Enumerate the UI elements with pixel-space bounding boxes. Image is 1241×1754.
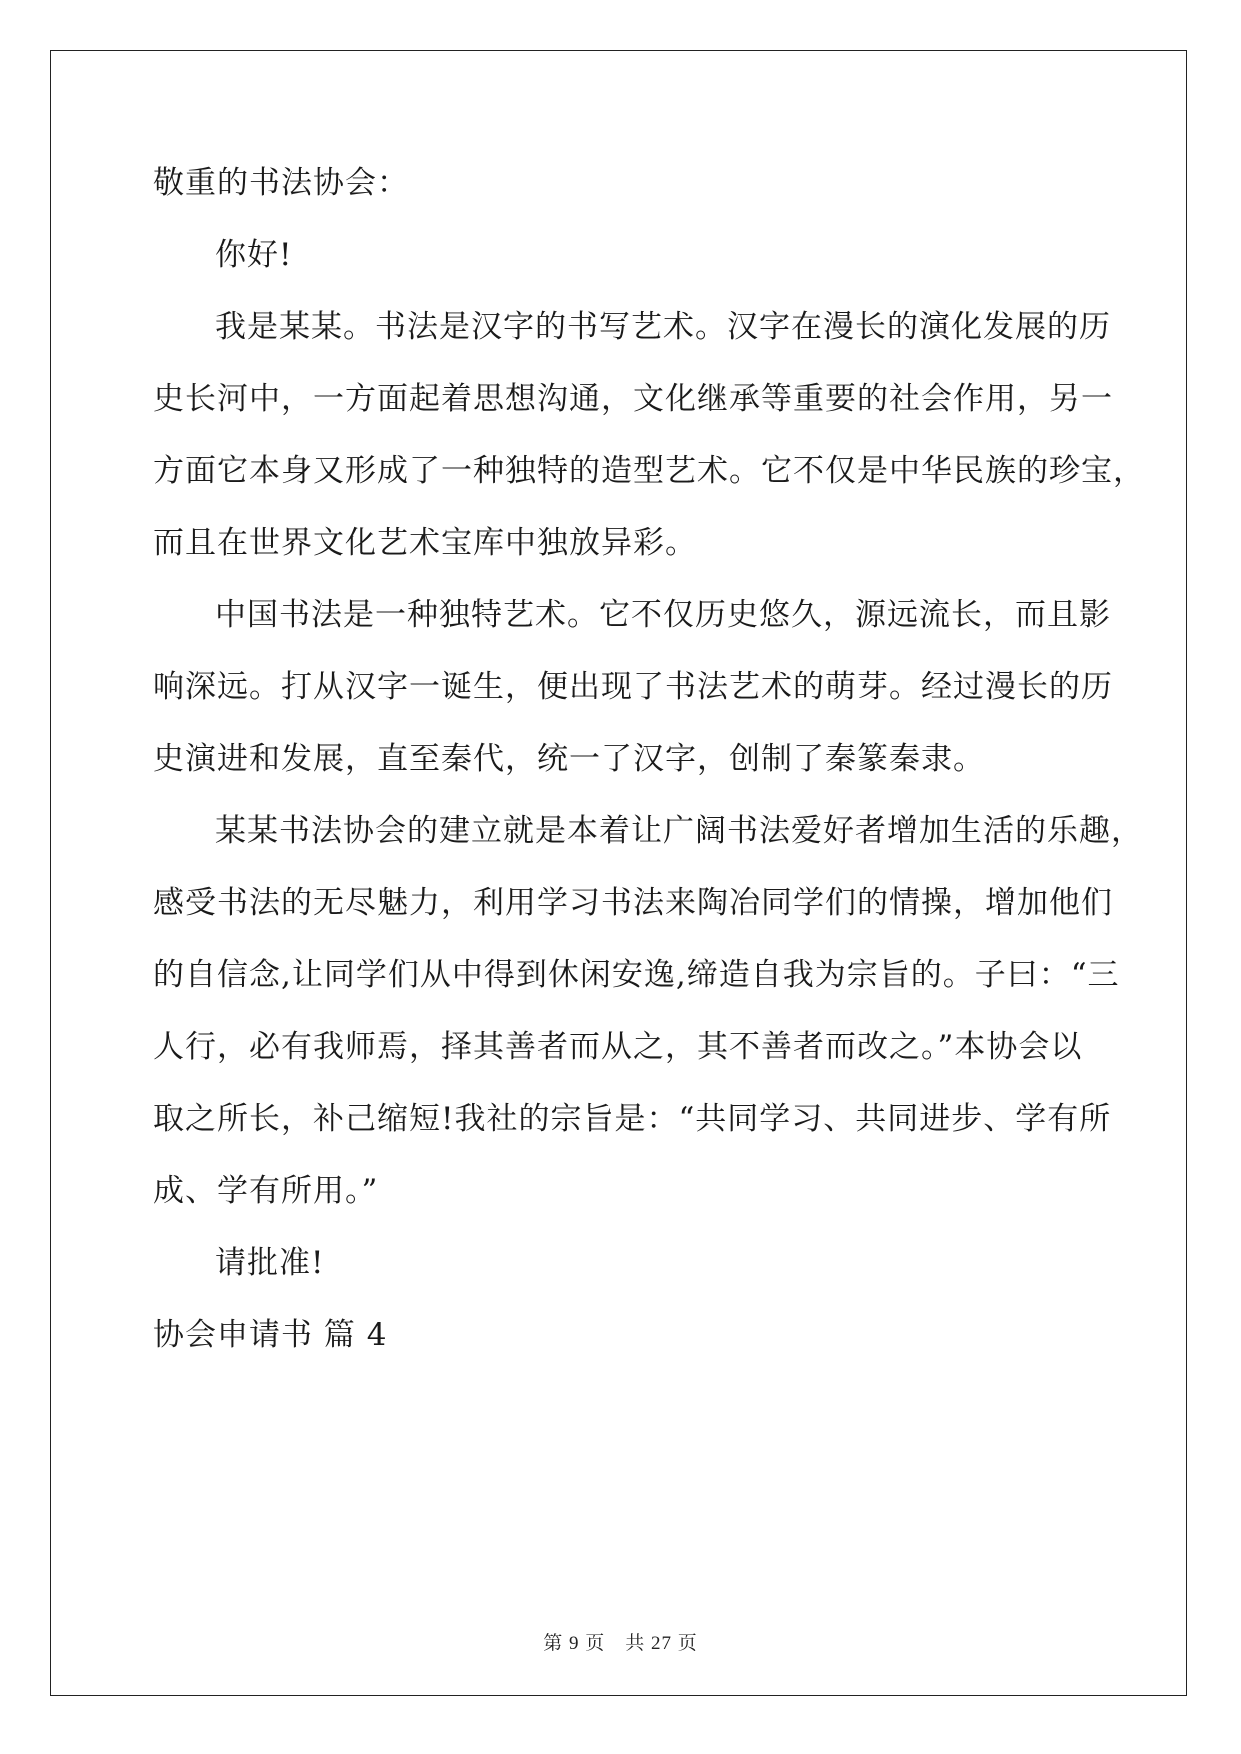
paragraph-line: 感受书法的无尽魅力，利用学习书法来陶冶同学们的情操，增加他们 xyxy=(153,885,1113,921)
paragraph-line: 某某书法协会的建立就是本着让广阔书法爱好者增加生活的乐趣， xyxy=(215,813,1143,849)
greeting: 你好! xyxy=(215,237,293,273)
salutation: 敬重的书法协会： xyxy=(153,165,409,201)
paragraph-line: 方面它本身又形成了一种独特的造型艺术。它不仅是中华民族的珍宝， xyxy=(153,453,1145,489)
page-number: 第 9 页 xyxy=(543,1633,606,1654)
page-footer xyxy=(0,1628,1241,1655)
paragraph-line: 我是某某。书法是汉字的书写艺术。汉字在漫长的演化发展的历 xyxy=(215,309,1111,345)
paragraph-line: 取之所长，补己缩短!我社的宗旨是：“共同学习、共同进步、学有所 xyxy=(153,1101,1112,1137)
section-heading: 协会申请书 篇 4 xyxy=(153,1317,388,1353)
paragraph-line: 成、学有所用。” xyxy=(153,1173,379,1209)
paragraph-line: 史长河中，一方面起着思想沟通，文化继承等重要的社会作用，另一 xyxy=(153,381,1113,417)
paragraph-line: 响深远。打从汉字一诞生，便出现了书法艺术的萌芽。经过漫长的历 xyxy=(153,669,1113,705)
page-border xyxy=(50,50,1187,1696)
paragraph-line: 史演进和发展，直至秦代，统一了汉字，创制了秦篆秦隶。 xyxy=(153,741,985,777)
paragraph-line: 的自信念,让同学们从中得到休闲安逸,缔造自我为宗旨的。子曰：“三 xyxy=(153,957,1120,993)
paragraph-line: 人行，必有我师焉，择其善者而从之，其不善者而改之。”本协会以 xyxy=(153,1029,1083,1065)
total-pages: 共 27 页 xyxy=(625,1633,698,1654)
paragraph-line: 中国书法是一种独特艺术。它不仅历史悠久，源远流长，而且影 xyxy=(215,597,1111,633)
closing-request: 请批准! xyxy=(215,1245,325,1281)
paragraph-line: 而且在世界文化艺术宝库中独放异彩。 xyxy=(153,525,697,561)
